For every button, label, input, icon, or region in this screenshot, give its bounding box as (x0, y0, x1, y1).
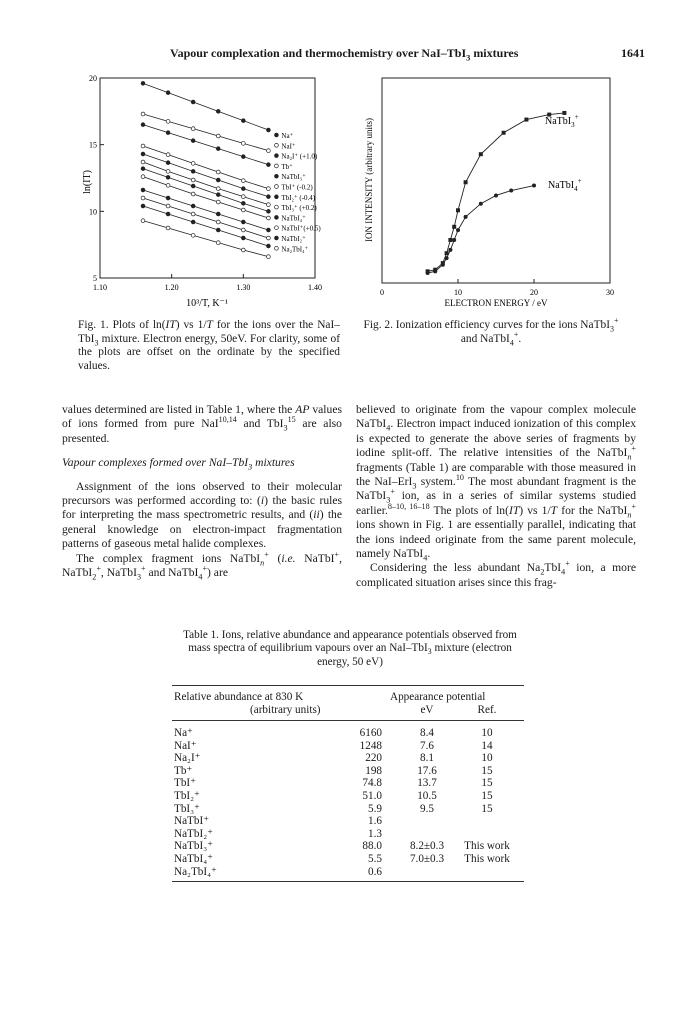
figure-2-chart (360, 70, 620, 314)
fig1-data-point (267, 149, 271, 153)
table-row (172, 840, 524, 853)
table-cell-ap: 7.6 (420, 739, 434, 752)
fig1-series-line (143, 125, 268, 165)
fig2-data-point (524, 118, 528, 122)
fig1-data-point (141, 204, 145, 208)
fig1-legend-label: NaI⁺ (281, 142, 296, 151)
fig1-data-point (141, 188, 145, 192)
table-cell-abundance: 1.3 (368, 827, 382, 840)
fig1-data-point (191, 161, 195, 165)
fig1-data-point (241, 187, 245, 191)
fig1-data-point (241, 201, 245, 205)
fig1-y-tick-label: 10 (89, 207, 97, 217)
running-header-title (170, 46, 570, 61)
table-cell-abundance: 1248 (359, 739, 382, 752)
fig2-data-point (452, 238, 456, 242)
fig1-data-point (166, 204, 170, 208)
table-row (172, 752, 524, 765)
fig1-legend-label: Tb⁺ (281, 162, 293, 171)
fig1-data-point (191, 212, 195, 216)
fig1-data-point (267, 187, 271, 191)
table-cell-ap: 7.0±0.3 (409, 853, 445, 865)
fig1-series-line (143, 198, 268, 238)
fig2-x-tick-label: 10 (454, 288, 462, 297)
table-cell-abundance: 0.6 (368, 865, 382, 878)
fig1-legend-label: TbI⁺ (-0.2) (281, 183, 313, 192)
fig1-data-point (267, 255, 271, 259)
fig1-data-point (267, 195, 271, 199)
table-cell-ion: Na₂I⁺ (174, 752, 201, 765)
fig1-data-point (267, 228, 271, 232)
figure-1-chart (80, 70, 330, 314)
fig1-legend-label: NaTbI₃⁺ (281, 173, 306, 182)
table-cell-ion: TbI₃⁺ (174, 802, 200, 815)
table-cell-abundance: 1.6 (368, 815, 382, 828)
table-cell-ap: 8.2±0.3 (409, 840, 445, 853)
figure-1-caption (78, 319, 340, 373)
fig1-data-point (141, 123, 145, 127)
fig1-data-point (267, 209, 271, 213)
fig1-data-point (166, 212, 170, 216)
fig1-data-point (141, 152, 145, 156)
header-abundance: Relative abundance at 830 K (174, 691, 304, 703)
table-top-rule (172, 685, 524, 686)
fig2-x-tick-label: 30 (606, 288, 614, 297)
table-cell-ref: This work (464, 853, 510, 865)
fig2-series-line (428, 113, 565, 271)
table-row (172, 815, 524, 828)
table-row (172, 828, 524, 841)
fig1-series-line (143, 114, 268, 151)
table-header-rule (172, 720, 524, 721)
fig1-data-point (141, 196, 145, 200)
fig1-data-point (216, 178, 220, 182)
table-cell-ref: This work (464, 840, 510, 853)
fig1-data-point (191, 184, 195, 188)
fig1-data-point (191, 192, 195, 196)
table-cell-ref: 10 (481, 752, 493, 765)
fig1-data-point (191, 169, 195, 173)
fig1-data-point (141, 167, 145, 171)
table-cell-ion: NaTbI₂⁺ (174, 827, 214, 840)
section-heading: Vapour complexes formed over NaI–TbI$_3$ mixtures (62, 456, 295, 472)
fig1-data-point (267, 216, 271, 220)
table-cell-ion: Tb⁺ (174, 764, 193, 777)
header-arbitrary-units: (arbitrary units) (250, 704, 321, 716)
fig1-x-tick-label: 1.10 (93, 283, 107, 292)
fig1-legend-marker (275, 216, 279, 220)
table-cell-ion: Na⁺ (174, 727, 193, 739)
fig1-legend-label: TbI₃⁺ (+0.2) (281, 204, 317, 213)
fig1-data-point (191, 127, 195, 131)
fig1-data-point (216, 134, 220, 138)
fig2-x-axis-label: ELECTRON ENERGY / eV (444, 298, 548, 308)
fig2-data-point (479, 202, 483, 206)
fig2-data-point (445, 256, 449, 260)
table-bottom-rule (172, 881, 524, 882)
fig1-data-point (267, 203, 271, 207)
fig2-data-point (456, 228, 460, 232)
fig1-legend-label: Na⁺ (281, 132, 294, 140)
table-cell-ref: 15 (481, 802, 493, 815)
fig1-legend-marker (275, 195, 279, 199)
fig1-data-point (241, 248, 245, 252)
table-cell-ap: 8.4 (420, 727, 434, 739)
table-row (172, 777, 524, 790)
table-cell-abundance: 6160 (359, 727, 382, 739)
fig1-caption-text: Fig. 1. Plots of ln(IT) vs 1/T for the ions over the NaI–TbI$_3$ mixture. Electron energy, 50eV. For clarity, some of the plots are offset on the ordinate by the specified values. (78, 319, 340, 372)
table-cell-ion: TbI⁺ (174, 777, 197, 790)
fig1-data-point (166, 226, 170, 230)
fig1-data-point (166, 119, 170, 123)
table-header-row-2 (172, 704, 524, 717)
fig1-data-point (216, 147, 220, 151)
fig2-data-point (464, 180, 468, 184)
fig1-data-point (241, 208, 245, 212)
fig1-data-point (267, 236, 271, 240)
fig1-data-point (216, 220, 220, 224)
table-row (172, 853, 524, 866)
fig2-data-point (532, 184, 536, 188)
table-cell-abundance: 220 (365, 752, 382, 765)
table-cell-ref: 15 (481, 790, 493, 802)
header-appearance-potential: Appearance potential (390, 691, 486, 703)
fig2-data-point (456, 208, 460, 212)
fig1-series-line (143, 146, 268, 189)
table-row (172, 790, 524, 803)
fig1-data-point (141, 81, 145, 85)
page-number: 1641 (621, 46, 645, 60)
fig1-legend-label: Na₂I⁺ (+1.0) (281, 152, 318, 161)
fig1-legend-label: NaTbI₂⁺ (281, 235, 306, 243)
table-cell-ap: 13.7 (417, 777, 437, 790)
fig1-data-point (241, 119, 245, 123)
fig1-data-point (241, 141, 245, 145)
fig1-data-point (216, 228, 220, 232)
table-1 (172, 685, 524, 885)
table-row (172, 740, 524, 753)
right-paragraph-2: Considering the less abundant $Na_2TbI_4^+$ ion, a more complicated situation arises since this frag- (356, 559, 636, 589)
fig1-data-point (241, 195, 245, 199)
header-ev: eV (420, 704, 434, 716)
left-paragraph-3: The complex fragment ions NaTbI$_n$+ (i.e. NaTbI+, NaTbI$_2$+, NaTbI$_3$+ and NaTbI$_4$+) are (62, 549, 342, 582)
table-cell-abundance: 198 (365, 764, 382, 777)
fig1-legend-marker (275, 164, 279, 168)
fig1-data-point (267, 244, 271, 248)
fig2-data-point (452, 225, 456, 229)
fig1-data-point (191, 139, 195, 143)
table-cell-ref: 14 (481, 739, 493, 752)
fig2-data-point (441, 263, 445, 267)
right-paragraph-1: believed to originate from the vapour complex molecule NaTbI$_4$. Electron impact induced ionization of this complex is expected to generate the above series of fragments by iodine split-off. The relative intensities of the NaTbI$_n$+ fragments (Table 1) are comparable with those measured in the NaI–ErI$_3$ system.$^{10}$ The most abundant fragment is the NaTbI$_3$+ ion, as in a series of similar systems studied earlier.$^{8-10, 16-18}$ The plots of ln(IT) vs 1/T for the NaTbI$_n$+ ions shown in Fig. 1 are essentially parallel, indicating that the ions indeed originate from the same parent molecule, namely NaTbI$_4$. (356, 403, 637, 563)
table-cell-ap: 10.5 (417, 790, 437, 802)
fig1-data-point (166, 169, 170, 173)
table-cell-abundance: 74.8 (362, 777, 382, 790)
fig1-legend-marker (275, 174, 279, 178)
fig1-data-point (141, 112, 145, 116)
fig2-data-point (562, 111, 566, 115)
table-cell-abundance: 51.0 (362, 790, 382, 802)
table-1-caption (175, 629, 525, 669)
table-cell-ap: 9.5 (420, 802, 434, 815)
table-cell-ion: NaI⁺ (174, 739, 197, 752)
table-cell-ion: NaTbI₃⁺ (174, 840, 214, 853)
fig1-legend-marker (275, 154, 279, 158)
fig2-caption-text: Fig. 2. Ionization efficiency curves for the ions NaTbI$_3$+ and NaTbI$_4$+. (363, 316, 619, 347)
fig1-legend-marker (275, 143, 279, 147)
fig1-data-point (216, 109, 220, 113)
fig1-legend-marker (275, 226, 279, 230)
fig1-legend-label: Na₂TbI₄⁺ (281, 245, 309, 254)
fig2-label-natbi3: NaTbI$_3$+ (545, 113, 579, 129)
fig1-data-point (166, 196, 170, 200)
fig1-y-tick-label: 5 (93, 274, 97, 283)
fig1-series-line (143, 190, 268, 230)
fig1-data-point (267, 163, 271, 167)
right-column (356, 403, 636, 590)
fig1-data-point (141, 160, 145, 164)
fig2-data-point (426, 271, 430, 275)
fig1-legend-label: NaTbI⁺(+0.5) (281, 224, 321, 233)
header-title-text: Vapour complexation and thermochemistry over NaI–TbI$_3$ mixtures (170, 46, 519, 63)
fig1-data-point (191, 220, 195, 224)
fig2-x-tick-label: 20 (530, 288, 538, 297)
table-header-row-1 (172, 691, 524, 704)
table-row (172, 866, 524, 879)
fig1-x-tick-label: 1.30 (236, 283, 251, 292)
fig1-legend-marker (275, 133, 279, 137)
fig1-data-point (241, 220, 245, 224)
fig1-data-point (216, 212, 220, 216)
fig1-data-point (241, 228, 245, 232)
table-cell-ref: 15 (481, 777, 493, 790)
fig1-data-point (191, 233, 195, 237)
fig2-data-point (433, 269, 437, 273)
table-cell-ion: NaTbI⁺ (174, 815, 210, 828)
fig1-data-point (191, 204, 195, 208)
fig1-legend-marker (275, 205, 279, 209)
fig1-legend-label: NaTbI₄⁺ (281, 214, 306, 223)
fig1-series-line (143, 169, 268, 212)
fig1-data-point (241, 236, 245, 240)
table-row (172, 727, 524, 740)
header-ref: Ref. (477, 704, 497, 716)
fig1-series-line (143, 83, 268, 130)
table-caption-text: Table 1. Ions, relative abundance and appearance potentials observed from mass spectra of equilibrium vapours over an NaI–TbI$_3$ mixture (electron energy, 50 eV) (183, 629, 517, 668)
table-row (172, 765, 524, 778)
fig2-data-point (448, 238, 452, 242)
fig1-data-point (166, 91, 170, 95)
fig1-data-point (216, 187, 220, 191)
fig2-data-point (464, 215, 468, 219)
table-cell-ion: TbI₂⁺ (174, 790, 200, 802)
table-cell-ref: 10 (481, 727, 493, 739)
fig1-x-axis-label: 10³/T, K⁻¹ (186, 298, 228, 309)
table-cell-abundance: 5.9 (368, 802, 382, 815)
fig1-data-point (166, 161, 170, 165)
fig2-data-point (494, 193, 498, 197)
table-row (172, 803, 524, 816)
fig1-data-point (216, 193, 220, 197)
fig1-data-point (191, 100, 195, 104)
fig1-data-point (141, 219, 145, 223)
fig1-data-point (166, 183, 170, 187)
left-paragraph-1: values determined are listed in Table 1, where the AP values of ions formed from pure NaI$^{10,14}$ and TbI$_3^{15}$ are also presented. (62, 403, 342, 445)
fig1-legend-marker (275, 185, 279, 189)
fig2-data-point (448, 248, 452, 252)
fig1-y-tick-label: 20 (89, 74, 97, 83)
fig1-legend-label: TbI₂⁺ (-0.4) (281, 193, 316, 202)
figure-2-caption (360, 316, 622, 347)
fig2-y-axis-label: ION INTENSITY (arbitrary units) (364, 118, 374, 242)
fig1-x-tick-label: 1.20 (164, 283, 179, 292)
fig1-data-point (267, 128, 271, 132)
left-paragraph-2: Assignment of the ions observed to their molecular precursors was performed according to: (i) the basic rules for interpreting the mass spectrometric results, and (ii) the general knowledge on electron-impact fragmentation patterns of gaseous metal halide complexes. (62, 479, 342, 551)
fig1-data-point (141, 144, 145, 148)
fig1-y-tick-label: 15 (89, 140, 97, 150)
table-cell-ion: NaTbI₄⁺ (174, 853, 214, 865)
fig1-data-point (166, 153, 170, 157)
fig1-y-axis-label: ln(IT) (82, 170, 93, 194)
fig1-data-point (191, 178, 195, 182)
table-cell-abundance: 88.0 (362, 840, 382, 853)
left-column (62, 403, 342, 580)
fig2-x-tick-label: 0 (380, 288, 384, 297)
table-cell-abundance: 5.5 (368, 853, 382, 865)
fig1-data-point (216, 170, 220, 174)
fig1-data-point (241, 155, 245, 159)
fig1-legend-marker (275, 246, 279, 250)
table-cell-ref: 15 (481, 764, 493, 777)
fig2-data-point (502, 131, 506, 135)
fig1-data-point (166, 175, 170, 179)
table-cell-ap: 17.6 (417, 764, 437, 777)
fig1-data-point (216, 200, 220, 204)
fig2-label-natbi4: NaTbI$_4$+ (548, 177, 582, 193)
fig1-data-point (166, 131, 170, 135)
fig1-data-point (216, 241, 220, 245)
fig1-data-point (241, 179, 245, 183)
fig1-legend-marker (275, 236, 279, 240)
table-cell-ap: 8.1 (420, 752, 434, 765)
fig2-data-point (479, 152, 483, 156)
fig1-x-tick-label: 1.40 (308, 283, 322, 292)
fig2-frame (382, 78, 610, 283)
fig2-data-point (509, 189, 513, 193)
table-cell-ion: Na₂TbI₄⁺ (174, 865, 217, 878)
fig1-data-point (141, 175, 145, 179)
